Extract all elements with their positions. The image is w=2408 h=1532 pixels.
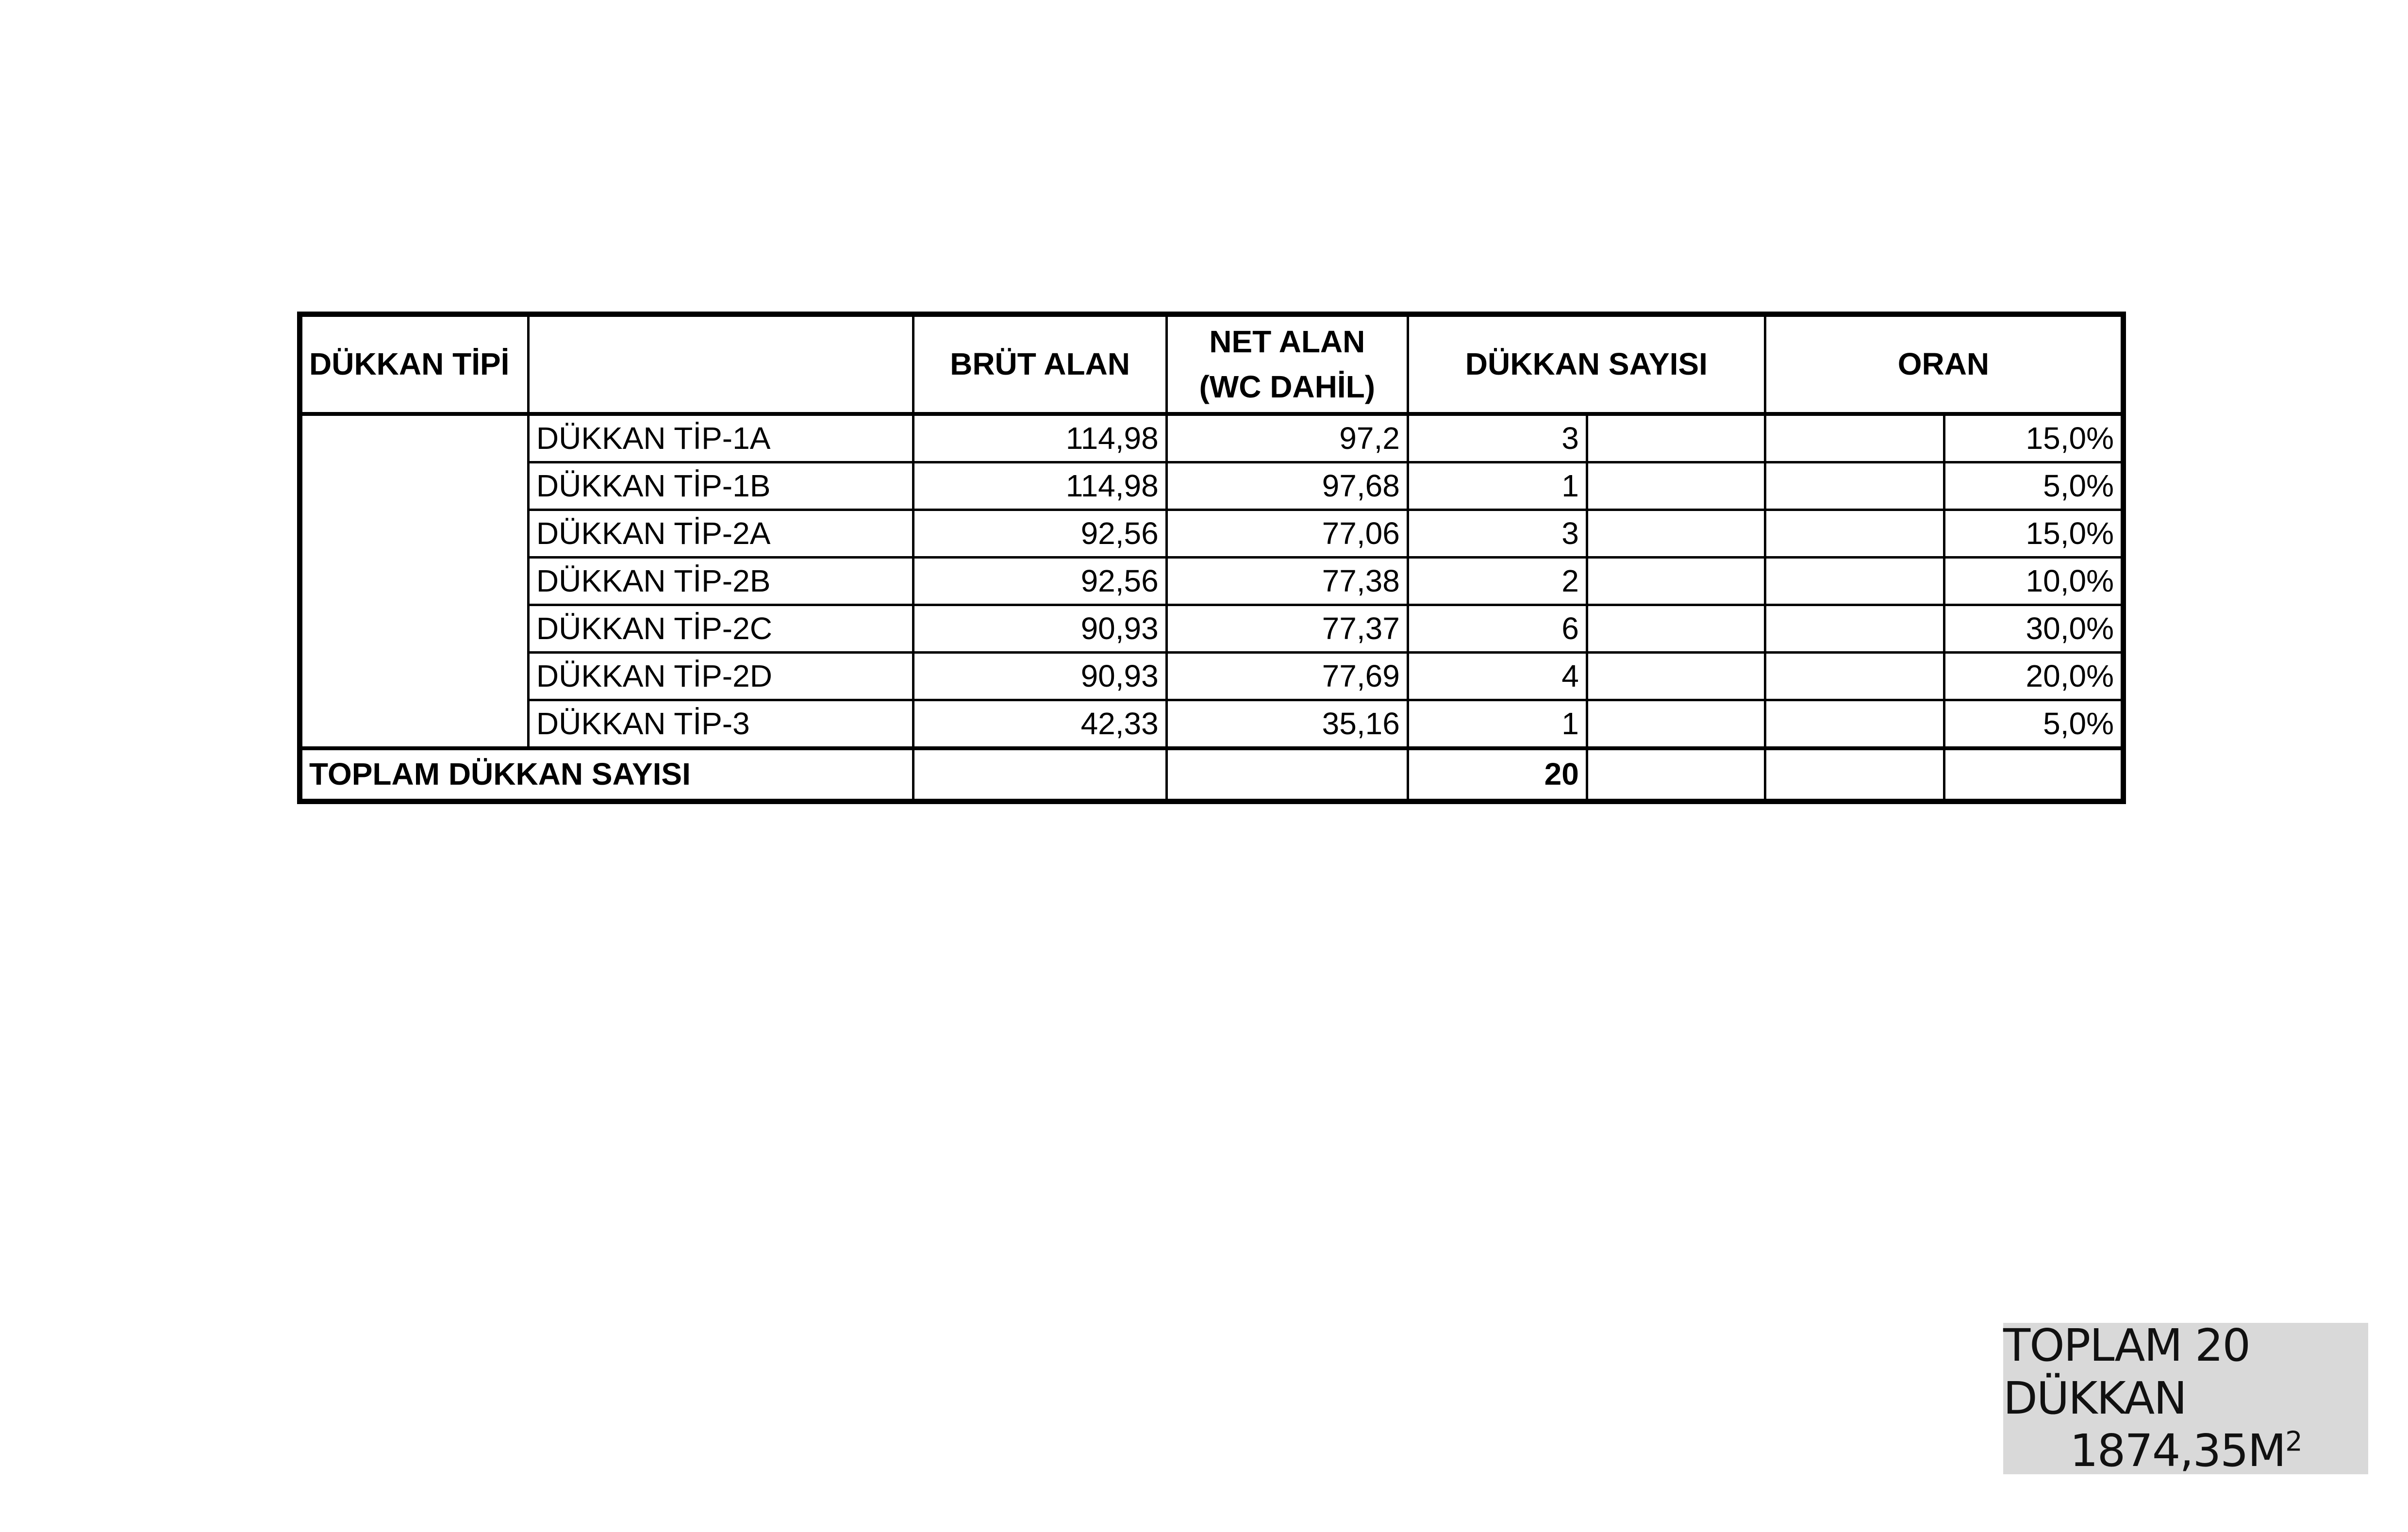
row-gross-area: 90,93	[913, 605, 1166, 653]
table-row	[300, 700, 2124, 749]
row-gross-area: 90,93	[913, 653, 1166, 700]
row-empty-cell	[1765, 510, 1944, 558]
summary-total-area	[2070, 1425, 2301, 1478]
table-row	[300, 414, 2124, 462]
row-gross-area: 92,56	[913, 558, 1166, 605]
row-net-area: 97,2	[1166, 414, 1408, 462]
header-net-area-line2: (WC DAHİL)	[1199, 369, 1376, 404]
row-gross-area: 42,33	[913, 700, 1166, 749]
row-empty-cell	[1765, 700, 1944, 749]
header-name	[528, 314, 913, 414]
row-count: 1	[1408, 700, 1587, 749]
table-row	[300, 558, 2124, 605]
total-empty-cell	[913, 748, 1166, 802]
row-empty-cell	[1765, 462, 1944, 510]
row-ratio: 30,0%	[1944, 605, 2123, 653]
header-net-area-line1: NET ALAN	[1209, 324, 1365, 360]
row-empty-cell	[1587, 414, 1765, 462]
row-empty-cell	[1587, 605, 1765, 653]
row-name: DÜKKAN TİP-2D	[528, 653, 913, 700]
row-count: 4	[1408, 653, 1587, 700]
summary-box	[2003, 1319, 2368, 1477]
row-gross-area: 92,56	[913, 510, 1166, 558]
row-empty-cell	[1765, 653, 1944, 700]
summary-total-shops: TOPLAM 20 DÜKKAN	[2003, 1319, 2250, 1424]
row-net-area: 35,16	[1166, 700, 1408, 749]
table-header-row	[300, 314, 2124, 414]
total-label: TOPLAM DÜKKAN SAYISI	[300, 748, 913, 802]
row-count: 2	[1408, 558, 1587, 605]
row-ratio: 5,0%	[1944, 462, 2123, 510]
row-net-area: 77,38	[1166, 558, 1408, 605]
header-ratio: ORAN	[1765, 314, 2123, 414]
row-gross-area: 114,98	[913, 414, 1166, 462]
row-name: DÜKKAN TİP-2A	[528, 510, 913, 558]
merged-type-cell	[300, 414, 529, 748]
row-empty-cell	[1587, 462, 1765, 510]
total-empty-cell	[1166, 748, 1408, 802]
row-ratio: 10,0%	[1944, 558, 2123, 605]
row-count: 3	[1408, 414, 1587, 462]
row-empty-cell	[1765, 558, 1944, 605]
row-ratio: 15,0%	[1944, 414, 2123, 462]
row-count: 6	[1408, 605, 1587, 653]
row-name: DÜKKAN TİP-2B	[528, 558, 913, 605]
row-ratio: 15,0%	[1944, 510, 2123, 558]
table-row	[300, 462, 2124, 510]
table-row	[300, 510, 2124, 558]
summary-area-value: 1874,35M	[2070, 1425, 2286, 1477]
total-count: 20	[1408, 748, 1587, 802]
row-net-area: 77,06	[1166, 510, 1408, 558]
row-empty-cell	[1587, 653, 1765, 700]
summary-area-unit-exponent: 2	[2285, 1426, 2302, 1458]
total-empty-cell	[1765, 748, 1944, 802]
row-count: 1	[1408, 462, 1587, 510]
total-empty-cell	[1587, 748, 1765, 802]
header-net-area	[1166, 314, 1408, 414]
row-count: 3	[1408, 510, 1587, 558]
header-gross-area: BRÜT ALAN	[913, 314, 1166, 414]
row-empty-cell	[1587, 700, 1765, 749]
row-empty-cell	[1765, 605, 1944, 653]
row-empty-cell	[1587, 510, 1765, 558]
row-empty-cell	[1587, 558, 1765, 605]
table-row	[300, 605, 2124, 653]
row-ratio: 5,0%	[1944, 700, 2123, 749]
header-shop-type: DÜKKAN TİPİ	[300, 314, 529, 414]
row-empty-cell	[1765, 414, 1944, 462]
total-empty-cell	[1944, 748, 2123, 802]
row-name: DÜKKAN TİP-2C	[528, 605, 913, 653]
row-name: DÜKKAN TİP-1B	[528, 462, 913, 510]
header-shop-count: DÜKKAN SAYISI	[1408, 314, 1765, 414]
row-net-area: 77,37	[1166, 605, 1408, 653]
shop-type-table	[297, 312, 2126, 804]
row-name: DÜKKAN TİP-3	[528, 700, 913, 749]
total-row	[300, 748, 2124, 802]
table-row	[300, 653, 2124, 700]
row-ratio: 20,0%	[1944, 653, 2123, 700]
row-net-area: 77,69	[1166, 653, 1408, 700]
row-net-area: 97,68	[1166, 462, 1408, 510]
row-name: DÜKKAN TİP-1A	[528, 414, 913, 462]
row-gross-area: 114,98	[913, 462, 1166, 510]
